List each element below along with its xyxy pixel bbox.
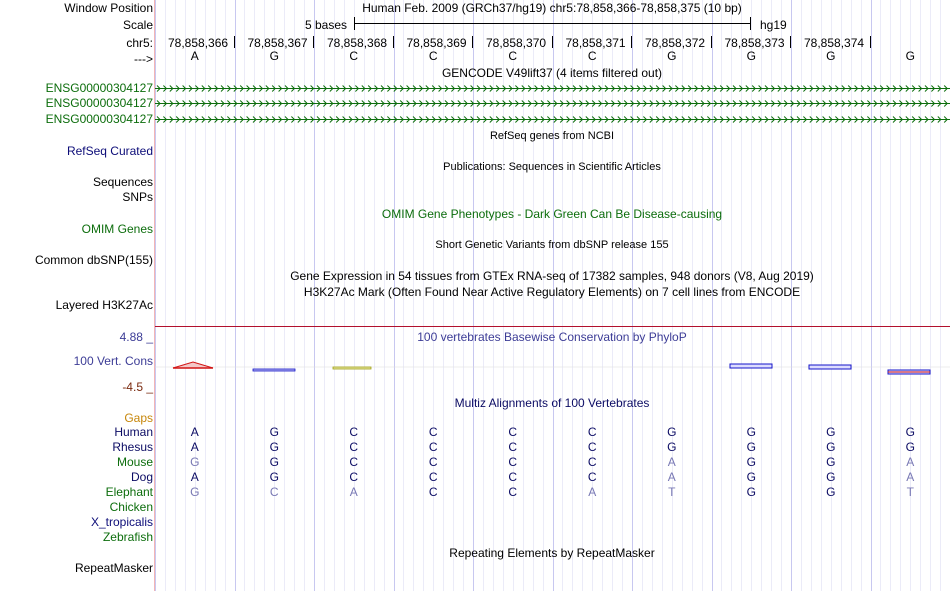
- alignment-base-mouse: A: [906, 455, 915, 469]
- base-coordinate-label: 78,858,371: [565, 36, 626, 50]
- alignment-base-rhesus: C: [587, 440, 597, 454]
- alignment-base-dog: C: [349, 470, 359, 484]
- alignment-base-mouse: C: [587, 455, 597, 469]
- reference-base: G: [826, 49, 836, 63]
- gencode-gene-label-3[interactable]: ENSG00000304127: [45, 112, 153, 126]
- alignment-base-dog: C: [587, 470, 597, 484]
- alignment-base-elephant: G: [746, 485, 756, 499]
- refseq-track-title[interactable]: RefSeq genes from NCBI: [489, 130, 615, 142]
- species-xtropicalis-label[interactable]: X_tropicalis: [90, 515, 153, 529]
- base-coordinate-label: 78,858,368: [327, 36, 388, 50]
- alignment-base-rhesus: C: [349, 440, 359, 454]
- alignment-base-rhesus: A: [190, 440, 199, 454]
- gtex-track-title[interactable]: Gene Expression in 54 tissues from GTEx RNA-seq of 17382 samples, 948 donors (V8, Aug 2019): [290, 269, 814, 283]
- species-chicken-label[interactable]: Chicken: [109, 500, 153, 514]
- reference-base: G: [905, 49, 915, 63]
- publications-track-title[interactable]: Publications: Sequences in Scientific Articles: [443, 161, 661, 173]
- snps-label[interactable]: SNPs: [122, 190, 153, 204]
- chromosome-label: chr5:: [126, 36, 153, 50]
- alignment-base-elephant: C: [508, 485, 518, 499]
- alignment-base-elephant: A: [349, 485, 358, 499]
- base-coordinate-tick: [393, 36, 394, 48]
- alignment-base-mouse: G: [190, 455, 200, 469]
- alignment-base-dog: A: [190, 470, 199, 484]
- alignment-base-mouse: G: [269, 455, 279, 469]
- window-position-text: Human Feb. 2009 (GRCh37/hg19) chr5:78,858,366-78,858,375 (10 bp): [362, 1, 742, 15]
- alignment-base-rhesus: G: [667, 440, 677, 454]
- alignment-base-mouse: G: [746, 455, 756, 469]
- base-coordinate-label: 78,858,372: [645, 36, 706, 50]
- base-coordinate-tick: [631, 36, 632, 48]
- repeatmasker-track-title[interactable]: Repeating Elements by RepeatMasker: [449, 546, 655, 560]
- alignment-base-mouse: C: [508, 455, 518, 469]
- alignment-base-human: G: [746, 425, 756, 439]
- assembly-text: hg19: [760, 18, 787, 32]
- reference-base: C: [587, 49, 597, 63]
- species-rhesus-label[interactable]: Rhesus: [112, 440, 153, 454]
- gencode-gene-label-1[interactable]: ENSG00000304127: [45, 81, 153, 95]
- strand-arrow-label: --->: [134, 52, 153, 66]
- alignment-base-human: G: [269, 425, 279, 439]
- base-coordinate-label: 78,858,374: [804, 36, 865, 50]
- alignment-base-human: C: [587, 425, 597, 439]
- alignment-base-human: C: [349, 425, 359, 439]
- phylop-conservation-plot[interactable]: [155, 355, 950, 380]
- alignment-base-dog: A: [667, 470, 676, 484]
- alignment-base-human: G: [905, 425, 915, 439]
- omim-track-title[interactable]: OMIM Gene Phenotypes - Dark Green Can Be Disease-causing: [381, 207, 723, 221]
- alignment-base-mouse: C: [428, 455, 438, 469]
- alignment-base-elephant: T: [668, 485, 676, 499]
- alignment-base-human: G: [667, 425, 677, 439]
- vert-cons-label[interactable]: 100 Vert. Cons: [73, 354, 153, 368]
- species-elephant-label[interactable]: Elephant: [105, 485, 153, 499]
- common-dbsnp-label[interactable]: Common dbSNP(155): [34, 253, 153, 267]
- dbsnp-track-title[interactable]: Short Genetic Variants from dbSNP release 155: [435, 239, 669, 251]
- conservation-max-label: 4.88 _: [119, 330, 153, 344]
- alignment-base-rhesus: G: [746, 440, 756, 454]
- alignment-base-human: C: [508, 425, 518, 439]
- base-coordinate-label: 78,858,366: [168, 36, 229, 50]
- reference-base: C: [508, 49, 518, 63]
- omim-genes-label[interactable]: OMIM Genes: [81, 222, 153, 236]
- gencode-gene-label-2[interactable]: ENSG00000304127: [45, 96, 153, 110]
- scale-label: Scale: [122, 18, 153, 32]
- base-coordinate-tick: [234, 36, 235, 48]
- layered-h3k27ac-label[interactable]: Layered H3K27Ac: [55, 298, 153, 312]
- alignment-base-dog: G: [826, 470, 836, 484]
- alignment-base-elephant: G: [826, 485, 836, 499]
- alignment-base-human: C: [428, 425, 438, 439]
- base-coordinate-tick: [790, 36, 791, 48]
- alignment-base-dog: C: [428, 470, 438, 484]
- alignment-base-human: A: [190, 425, 199, 439]
- reference-base: C: [349, 49, 359, 63]
- alignment-base-dog: C: [508, 470, 518, 484]
- alignment-base-mouse: G: [826, 455, 836, 469]
- species-mouse-label[interactable]: Mouse: [116, 455, 153, 469]
- phylop-track-title[interactable]: 100 vertebrates Basewise Conservation by PhyloP: [417, 330, 687, 344]
- alignment-base-rhesus: G: [269, 440, 279, 454]
- refseq-curated-label[interactable]: RefSeq Curated: [66, 144, 153, 158]
- multiz-track-title[interactable]: Multiz Alignments of 100 Vertebrates: [454, 396, 650, 410]
- alignment-base-elephant: A: [588, 485, 597, 499]
- h3k27ac-signal-line: [155, 326, 950, 327]
- alignment-base-dog: G: [746, 470, 756, 484]
- reference-base: G: [667, 49, 677, 63]
- base-coordinate-label: 78,858,373: [724, 36, 785, 50]
- gencode-transcript-1[interactable]: [155, 84, 950, 93]
- window-position-label: Window Position: [64, 1, 153, 15]
- gencode-transcript-2[interactable]: [155, 99, 950, 108]
- alignment-base-elephant: G: [190, 485, 200, 499]
- reference-base: C: [428, 49, 438, 63]
- species-human-label[interactable]: Human: [114, 425, 153, 439]
- base-coordinate-label: 78,858,369: [406, 36, 467, 50]
- gencode-track-title[interactable]: GENCODE V49lift37 (4 items filtered out): [441, 66, 663, 80]
- alignment-base-dog: G: [269, 470, 279, 484]
- alignment-base-elephant: C: [269, 485, 279, 499]
- browser-track-image[interactable]: [155, 0, 950, 591]
- reference-base: G: [269, 49, 279, 63]
- alignment-base-rhesus: C: [508, 440, 518, 454]
- species-zebrafish-label[interactable]: Zebrafish: [102, 530, 153, 544]
- base-coordinate-label: 78,858,370: [486, 36, 547, 50]
- track-label-column: [0, 0, 155, 591]
- alignment-base-mouse: A: [667, 455, 676, 469]
- reference-base: G: [746, 49, 756, 63]
- scale-bases-text: 5 bases: [305, 18, 348, 32]
- h3k27ac-track-title[interactable]: H3K27Ac Mark (Often Found Near Active Regulatory Elements) on 7 cell lines from ENCODE: [303, 285, 801, 299]
- alignment-base-rhesus: G: [905, 440, 915, 454]
- sequences-label[interactable]: Sequences: [92, 175, 153, 189]
- species-dog-label[interactable]: Dog: [130, 470, 153, 484]
- alignment-base-human: G: [826, 425, 836, 439]
- conservation-min-label: -4.5 _: [122, 380, 153, 394]
- alignment-base-rhesus: G: [826, 440, 836, 454]
- base-coordinate-tick: [472, 36, 473, 48]
- gaps-label[interactable]: Gaps: [124, 411, 153, 425]
- alignment-base-mouse: C: [349, 455, 359, 469]
- alignment-base-elephant: T: [906, 485, 914, 499]
- gencode-transcript-3[interactable]: [155, 115, 950, 124]
- base-coordinate-tick: [711, 36, 712, 48]
- alignment-base-elephant: C: [428, 485, 438, 499]
- reference-base: A: [190, 49, 199, 63]
- alignment-base-dog: A: [906, 470, 915, 484]
- repeatmasker-label[interactable]: RepeatMasker: [74, 561, 153, 575]
- base-coordinate-tick: [870, 36, 871, 48]
- alignment-base-rhesus: C: [428, 440, 438, 454]
- base-coordinate-label: 78,858,367: [247, 36, 308, 50]
- base-coordinate-tick: [552, 36, 553, 48]
- base-coordinate-tick: [313, 36, 314, 48]
